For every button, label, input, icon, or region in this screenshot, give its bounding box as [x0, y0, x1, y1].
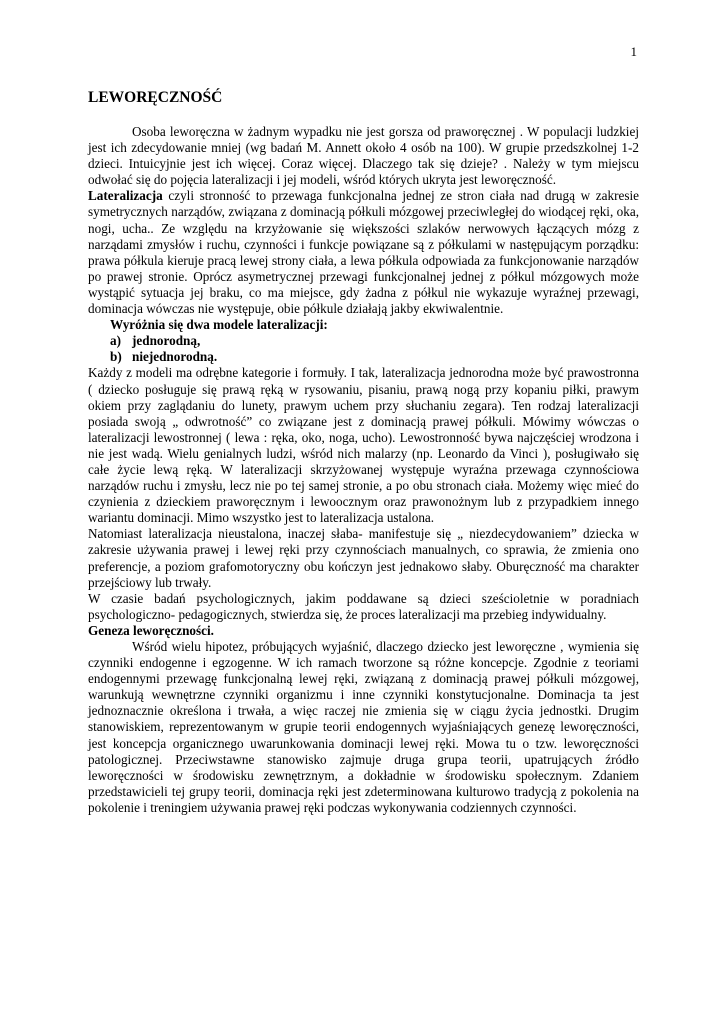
document-body	[88, 124, 639, 816]
list-item-label: b)	[110, 349, 122, 365]
genesis-heading: Geneza leworęczności.	[88, 622, 214, 638]
list-item	[88, 349, 639, 365]
page-number: 1	[630, 44, 637, 59]
lateralization-paragraph	[88, 188, 639, 317]
research-paragraph: W czasie badań psychologicznych, jakim poddawane są dzieci sześcioletnie w poradniach psychologiczno- pedagogicznych, stwierdza się, że proces lateralizacji ma przebieg indywidualny.	[88, 590, 639, 622]
genesis-paragraph: Wśród wielu hipotez, próbujących wyjaśnić, dlaczego dziecko jest leworęczne , wymienia się czynniki endogenne i egzogenne. W ich ramach tworzone są różne koncepcje. Zgodnie z teoriami endogennymi przewagę funkcjonalną lewej ręki, związaną z dominacją prawej półkuli mózgowej, warunkują wewnętrzne czynniki organizmu i inne czynniki konstytucjonalne. Dominacja ta jest jednoznacznie określona i trwała, a więc raczej nie zmienia się w ciągu życia jednostki. Drugim stanowiskiem, reprezentowanym w grupie teorii endogennych wyjaśniających genezę leworęczności, jest koncepcja organicznego uwarunkowania dominacji lewej ręki. Mowa tu o tzw. leworęczności patologicznej. Przeciwstawne stanowisko zajmuje druga grupa teorii, upatrujących źródło leworęczności w środowisku zewnętrznym, a dokładnie w środowisku społecznym. Zdaniem przedstawicieli tej grupy teorii, dominacja ręki jest zdeterminowana kulturowo tradycją z pokolenia na pokolenie i treningiem używania prawej ręki podczas wykonywania codziennych czynności.	[88, 639, 639, 815]
models-heading: Wyróżnia się dwa modele lateralizacji:	[110, 317, 328, 333]
unestablished-lateralization-paragraph: Natomiast lateralizacja nieustalona, inaczej słaba- manifestuje się „ niezdecydowaniem” dziecka w zakresie używania prawej i lewej ręki przy czynnościach manualnych, co sprawia, że zmienia ono preferencje, a poziom grafomotoryczny obu kończyn jest jednakowo słaby. Oburęczność ma charakter przejściowy lub trwały.	[88, 526, 639, 590]
models-list	[88, 333, 639, 365]
intro-paragraph: Osoba leworęczna w żadnym wypadku nie jest gorsza od praworęcznej . W populacji ludzkiej jest ich zdecydowanie mniej (wg badań M. Annett około 4 osób na 100). W grupie przedszkolnej 1-2 dzieci. Intuicyjnie jest ich więcej. Coraz więcej. Dlaczego tak się dzieje? . Należy w tym miejscu odwołać się do pojęcia lateralizacji i jej modeli, wśród których ukryta jest leworęczność.	[88, 124, 639, 188]
list-item-text: jednorodną,	[132, 333, 201, 349]
list-item	[88, 333, 639, 349]
list-item-label: a)	[110, 333, 121, 349]
list-item-text: niejednorodną.	[132, 349, 218, 365]
document-title: LEWORĘCZNOŚĆ	[88, 89, 223, 106]
lateralization-text: czyli stronność to przewaga funkcjonalna jednej ze stron ciała nad drugą w zakresie symetrycznych narządów, związana z dominacją półkuli mózgowej przeciwległej do wiodącej ręki, oka, nogi, ucha.. Ze względu na krzyżowanie się większości szlaków nerwowych łączących mózg z narządami zmysłów i ruchu, czynności i funkcje powiązane są z półkulami w następującym porządku: prawa półkula kieruje pracą lewej strony ciała, a lewa półkula odpowiada za funkcjonowanie narządów po prawej stronie. Oprócz asymetrycznej przewagi funkcjonalnej jednej z półkul mózgowych może wystąpić sytuacja jej braku, co ma miejsce, gdy żadna z półkul nie wykazuje wyraźnej przewagi, dominacja wówczas nie występuje, obie półkule działają jakby ekwiwalentnie.	[88, 188, 639, 317]
lateralization-term: Lateralizacja	[88, 188, 163, 204]
models-paragraph: Każdy z modeli ma odrębne kategorie i formuły. I tak, lateralizacja jednorodna może być prawostronna ( dziecko posługuje się prawą ręką w rysowaniu, pisaniu, prawą nogą przy kopaniu piłki, prawym okiem przy zaglądaniu do lunety, prawym uchem przy słuchaniu zegara). Ten rodzaj lateralizacji posiada swoją „ odwrotność” co związane jest z dominacją prawej półkuli. Mówimy wówczas o lateralizacji lewostronnej ( lewa : ręka, oko, noga, ucho). Lewostronność bywa najczęściej wrodzona i nie jest wadą. Wielu genialnych ludzi, wśród nich malarzy (np. Leonardo da Vinci ), posługiwało się całe życie lewą ręką. W lateralizacji skrzyżowanej występuje wyraźna przewaga czynnościowa narządów ruchu i zmysłu, lecz nie po tej samej stronie, a po obu stronach ciała. Możemy więc mieć do czynienia z dzieckiem praworęcznym i lewoocznym oraz prawonożnym lub z przypadkiem innego wariantu dominacji. Mimo wszystko jest to lateralizacja ustalona.	[88, 365, 639, 526]
